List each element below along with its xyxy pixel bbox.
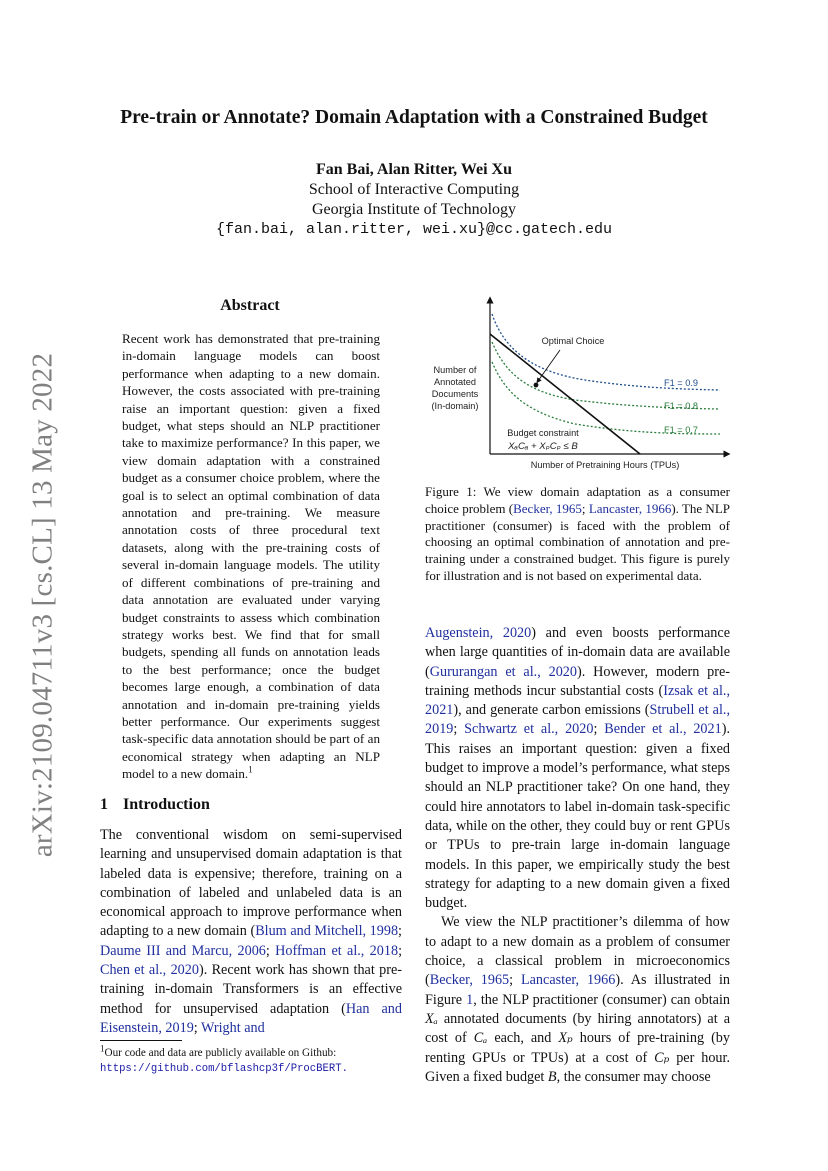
- citation-link[interactable]: Becker, 1965: [513, 500, 582, 516]
- citation-link[interactable]: Wright and: [201, 1019, 265, 1036]
- optimal-choice-label: Optimal Choice: [541, 336, 605, 346]
- citation-link[interactable]: Hoffman et al., 2018: [275, 942, 399, 959]
- author-names: Fan Bai, Alan Ritter, Wei Xu: [315, 161, 513, 178]
- citation-link[interactable]: Izsak et al., 2021: [425, 682, 730, 719]
- body-paragraph: Augenstein, 2020) and even boosts performance when large quantities of in-domain data are available (Gururangan et al., 2020). However, modern pre-training methods incur substantial costs (Izsak et al., 2021), and generate carbon emissions (Strubell et al., 2019; Schwartz et al., 2020; Bender et al., 2021). This raises an important question: given a fixed budget to improve a model’s performance, what steps should an NLP practitioner take? On one hand, they could hire annotators to label in-domain task-specific data, while on the other, they could buy or rent GPUs or TPUs to pre-train large in-domain language models. In this paper, we empirically study the best strategy for adapting to a new domain given a fixed budget.: [425, 625, 731, 912]
- f1-curve-0.8: [492, 342, 720, 409]
- arxiv-side-label: arXiv:2109.04711v3 [cs.CL] 13 May 2022: [26, 352, 59, 858]
- author-block: [0, 160, 828, 240]
- budget-constraint-label: Budget constraint: [507, 428, 579, 438]
- figure-ref-link[interactable]: 1: [466, 991, 474, 1008]
- github-url-link[interactable]: https://github.com/bflashcp3f/ProcBERT.: [100, 1062, 348, 1075]
- x-axis-label: Number of Pretraining Hours (TPUs): [530, 460, 680, 470]
- citation-link[interactable]: Lancaster, 1966: [520, 972, 616, 989]
- f1-curve-0.7: [492, 362, 720, 434]
- citation-link[interactable]: Lancaster, 1966: [588, 500, 672, 516]
- citation-link[interactable]: Becker, 1965: [429, 972, 510, 989]
- citation-link[interactable]: Schwartz et al., 2020: [464, 721, 594, 738]
- y-axis-label-line3: Documents: [431, 389, 479, 399]
- curve-label-0.7: F1 = 0.7: [664, 425, 698, 435]
- curve-label-0.8: F1 = 0.8: [664, 401, 698, 411]
- footnote: $^1$Our code and data are publicly available on Github: https://github.com/bflashcp3f/ProcBERT.: [100, 1043, 348, 1075]
- author-emails: {fan.bai, alan.ritter, wei.xu}@cc.gatech.edu: [215, 221, 613, 238]
- paper-title: Pre-train or Annotate? Domain Adaptation with a Constrained Budget: [120, 107, 708, 128]
- citation-link[interactable]: Chen et al., 2020: [100, 962, 199, 979]
- footnote-rule: [100, 1040, 182, 1041]
- citation-link[interactable]: Augenstein, 2020: [425, 625, 532, 641]
- intro-paragraph: The conventional wisdom on semi-supervised learning and unsupervised domain adaptation is that labeled data is expensive; therefore, training on a combination of labeled and unlabeled data is an economical approach to improve performance when adapting to a new domain (Blum and Mitchell, 1998; Daume III and Marcu, 2006; Hoffman et al., 2018; Chen et al., 2020). Recent work has shown that pre-training in-domain Transformers is an effective method for unsupervised adaptation (Han and Eisenstein, 2019; Wright and: [100, 827, 403, 1036]
- right-column-text: [425, 624, 730, 1087]
- figure-1-caption: Figure 1: We view domain adaptation as a consumer choice problem (Becker, 1965; Lancaster, 1966). The NLP practitioner (consumer) is faced with the problem of choosing an optimal combination of annotation and pre-training under a constrained budget. This figure is purely for illustration and is not based on experimental data.: [425, 484, 730, 583]
- affiliation-school: School of Interactive Computing: [308, 181, 520, 198]
- figure-1-consumer-choice: [425, 292, 735, 474]
- optimal-choice-arrow: [538, 350, 560, 381]
- citation-link[interactable]: Blum and Mitchell, 1998: [255, 923, 399, 940]
- citation-link[interactable]: Han and Eisenstein, 2019: [100, 1000, 402, 1036]
- body-paragraph: We view the NLP practitioner’s dilemma of how to adapt to a new domain as a problem of consumer choice, a classical problem in microeconomics (Becker, 1965; Lancaster, 1966). As illustrated in Figure 1, the NLP practitioner (consumer) can obtain Xₐ annotated documents (by hiring annotators) at a cost of Cₐ each, and Xₚ hours of pre-training (by renting GPUs or TPUs) at a cost of Cₚ per hour. Given a fixed budget B, the consumer may choose: [425, 914, 730, 1085]
- abstract-text: Recent work has demonstrated that pre-training in-domain language models can boost performance when adapting to a new domain. However, the costs associated with pre-training raise an important question: given a fixed budget, what steps should an NLP practitioner take to maximize performance? In this paper, we view domain adaptation with a constrained budget as a consumer choice problem, where the goal is to select an optimal combination of data annotation and pre-training. We measure annotation costs of three procedural text datasets, along with the pre-training costs of several in-domain language models. The utility of different combinations of pre-training and data annotation are evaluated under varying budget constraints to assess which combination strategy works best. We find that for small budgets, spending all funds on annotation leads to the best performance; once the budget becomes large enough, a combination of data annotation and in-domain pre-training yields better performance. Our experiments suggest task-specific data annotation should be part of an economical strategy when adapting an NLP model to a new domain.$^1$: [122, 331, 380, 782]
- y-axis-label-line4: (In-domain): [431, 401, 479, 411]
- y-axis-label-line1: Number of: [433, 365, 477, 375]
- citation-link[interactable]: Bender et al., 2021: [604, 721, 722, 738]
- section-heading-introduction: 1 Introduction: [100, 796, 210, 813]
- citation-link[interactable]: Gururangan et al., 2020: [429, 663, 577, 680]
- citation-link[interactable]: Strubell et al., 2019: [425, 702, 731, 738]
- optimal-choice-point: [534, 383, 539, 388]
- affiliation-institute: Georgia Institute of Technology: [311, 201, 517, 218]
- curve-label-0.9: F1 = 0.9: [664, 378, 698, 388]
- abstract-heading: Abstract: [220, 297, 280, 314]
- citation-link[interactable]: Daume III and Marcu, 2006: [100, 942, 266, 959]
- footnote-mark[interactable]: 1: [248, 764, 253, 775]
- budget-constraint-equation: XₐCₐ + XₚCₚ ≤ B: [508, 441, 578, 452]
- y-axis-label-line2: Annotated: [434, 377, 476, 387]
